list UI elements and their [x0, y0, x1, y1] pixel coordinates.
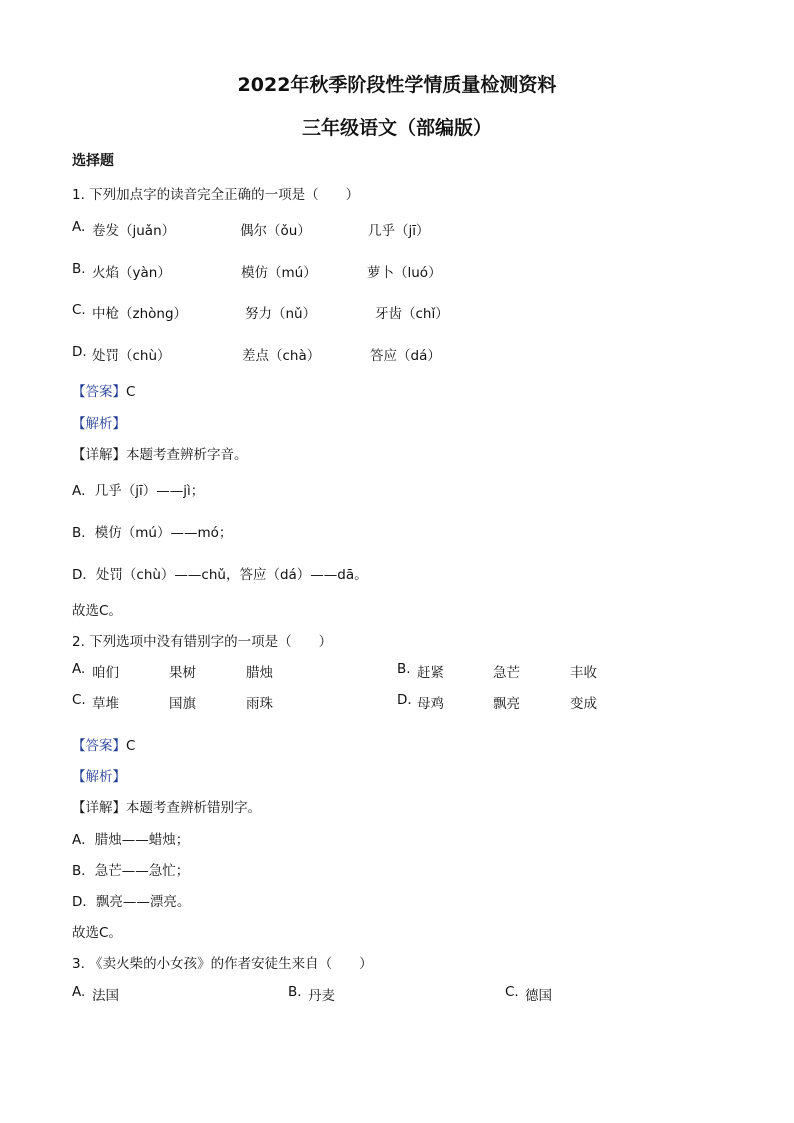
answer-tag: 【答案】 — [72, 738, 126, 754]
answer-line — [72, 380, 135, 400]
option-letter: A. — [72, 661, 86, 677]
option-word: 国旗 — [169, 696, 196, 712]
analysis-line: A．几乎（jī）——jì； — [72, 483, 205, 499]
option-word: 丰收 — [570, 665, 597, 681]
option-text: 德国 — [525, 988, 552, 1004]
option-word: 果树 — [169, 665, 196, 681]
option-text: 丹麦 — [308, 988, 335, 1004]
option-word: 变成 — [570, 696, 597, 712]
option-letter: B. — [397, 661, 411, 677]
option-item: 答应（dá） — [370, 348, 441, 364]
option-letter: C. — [505, 984, 519, 1000]
detail-text: 本题考查辨析错别字。 — [126, 800, 261, 816]
option-word: 急芒 — [493, 665, 520, 681]
answer-value: C — [126, 384, 136, 400]
question-stem: 2. 下列选项中没有错别字的一项是（ ） — [72, 634, 333, 650]
option-item: 模仿（mú） — [241, 265, 317, 281]
option-item: 差点（chà） — [242, 348, 321, 364]
option-letter: A. — [72, 984, 86, 1000]
option-word: 飘亮 — [493, 696, 520, 712]
option-word: 咱们 — [92, 665, 119, 681]
option-letter: B. — [288, 984, 302, 1000]
option-item: 中枪（zhòng） — [92, 306, 188, 322]
detail-line — [72, 443, 248, 463]
option-word: 母鸡 — [417, 696, 444, 712]
option-letter: C. — [72, 692, 86, 708]
answer-value: C — [126, 738, 136, 754]
analysis-line: D．处罚（chù）——chǔ，答应（dá）——dā。 — [72, 567, 368, 583]
option-letter: A. — [72, 219, 86, 235]
option-item: 努力（nǔ） — [245, 306, 317, 322]
option-item: 火焰（yàn） — [92, 265, 171, 281]
analysis-tag: 【解析】 — [72, 416, 126, 432]
option-word: 腊烛 — [246, 665, 273, 681]
option-letter: D. — [397, 692, 412, 708]
option-text: 法国 — [92, 988, 119, 1004]
option-item: 处罚（chù） — [92, 348, 171, 364]
question-stem: 1. 下列加点字的读音完全正确的一项是（ ） — [72, 187, 360, 203]
option-word: 赶紧 — [417, 665, 444, 681]
document-subtitle: 三年级语文（部编版） — [301, 117, 492, 139]
analysis-line: B．急芒——急忙； — [72, 863, 190, 879]
option-item: 萝卜（luó） — [367, 265, 442, 281]
answer-tag: 【答案】 — [72, 384, 126, 400]
section-heading: 选择题 — [72, 153, 114, 169]
question-stem: 3. 《卖火柴的小女孩》的作者安徒生来自（ ） — [72, 956, 373, 972]
option-letter: D. — [72, 344, 87, 360]
detail-text: 本题考查辨析字音。 — [126, 447, 248, 463]
analysis-line: A．腊烛——蜡烛； — [72, 832, 190, 848]
option-letter: B. — [72, 261, 86, 277]
document-title: 2022年秋季阶段性学情质量检测资料 — [237, 74, 557, 96]
detail-tag: 【详解】 — [72, 800, 126, 816]
detail-line — [72, 796, 261, 816]
conclusion: 故选C。 — [72, 603, 122, 619]
analysis-line: B．模仿（mú）——mó； — [72, 525, 233, 541]
option-word: 雨珠 — [246, 696, 273, 712]
detail-tag: 【详解】 — [72, 447, 126, 463]
analysis-tag: 【解析】 — [72, 769, 126, 785]
answer-line — [72, 734, 135, 754]
analysis-line: D．飘亮——漂亮。 — [72, 894, 191, 910]
option-letter: C. — [72, 302, 86, 318]
conclusion: 故选C。 — [72, 925, 122, 941]
option-word: 草堆 — [92, 696, 119, 712]
option-item: 偶尔（ǒu） — [240, 223, 311, 239]
option-item: 卷发（juǎn） — [92, 223, 176, 239]
option-item: 牙齿（chǐ） — [375, 306, 449, 322]
option-item: 几乎（jī） — [368, 223, 430, 239]
